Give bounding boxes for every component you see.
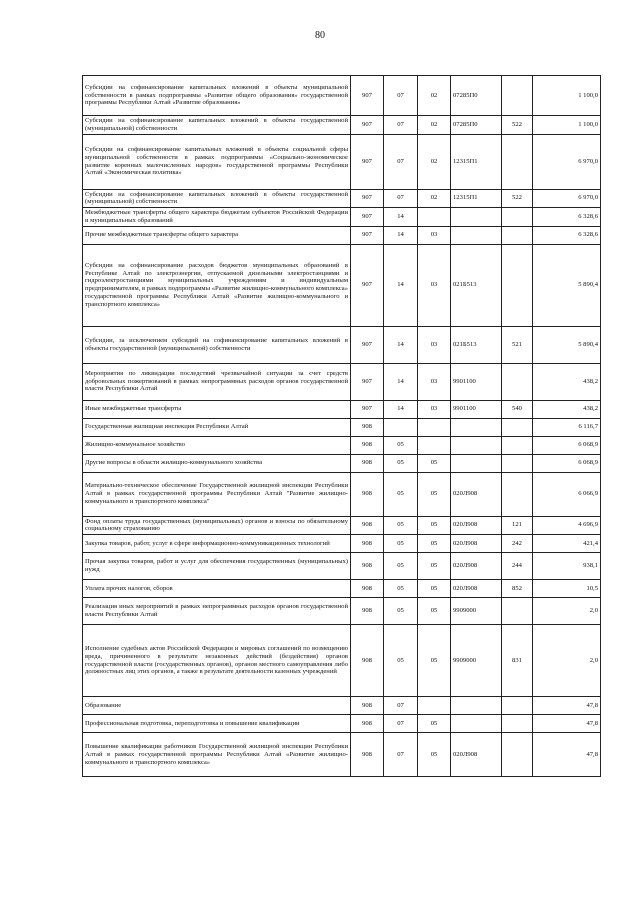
row-ministry-code: 907	[351, 189, 384, 208]
row-name: Исполнение судебных актов Российской Федерации и мировых соглашений по возмещению вреда, причиненного в результате незаконных действий (бездействия) органов государственной власти (государственных органов), органов местного самоуправления либо должностных лиц этих органов, а также в результате деятельности казенных учреждений	[83, 625, 351, 697]
row-target-article: 020Л908	[451, 580, 502, 598]
row-expense-type: 831	[502, 625, 533, 697]
row-target-article	[451, 226, 502, 244]
row-name: Повышение квалификации работников Государственной жилищной инспекции Республики Алтай в рамках государственной программы Республики Алтай «Развитие жилищно-коммунального и транспортного комплекса»	[83, 733, 351, 777]
row-subsection-code: 05	[418, 580, 451, 598]
row-amount: 10,5	[533, 580, 601, 598]
row-ministry-code: 907	[351, 76, 384, 116]
row-ministry-code: 907	[351, 116, 384, 135]
row-amount: 4 696,9	[533, 516, 601, 535]
row-subsection-code: 05	[418, 625, 451, 697]
row-amount: 6 066,9	[533, 472, 601, 516]
row-target-article: 020Л908	[451, 553, 502, 580]
row-target-article: 9909000	[451, 625, 502, 697]
row-expense-type	[502, 436, 533, 454]
row-name: Материально-техническое обеспечение Государственной жилищной инспекции Республики Алтай в рамках государственной программы Республики Алтай "Развитие жилищно-коммунального и транспортного комплекса"	[83, 472, 351, 516]
row-expense-type	[502, 697, 533, 715]
table-row	[83, 516, 601, 535]
row-name: Субсидии на софинансирование капитальных вложений в объекты муниципальной собственности в рамках подпрограммы «Развитие общего образования» государственной программы Республики Алтай «Развитие образования»	[83, 76, 351, 116]
row-name: Субсидии, за исключением субсидий на софинансирование капитальных вложений в объекты государственной (муниципальной) собственности	[83, 326, 351, 363]
row-name: Субсидии на софинансирование расходов бюджетов муниципальных образований в Республике Алтай по электроэнергии, отпускаемой дизельными электростанциями и гидроэлектростанциями муниципальных учреждениям и индивидуальным предпринимателям, в рамках подпрограммы «Развитие жилищно-коммунального комплекса» государственной программы Республики Алтай «Развитие жилищно-коммунального и транспортного комплекса»	[83, 244, 351, 326]
row-target-article	[451, 208, 502, 227]
row-section-code: 05	[384, 580, 418, 598]
row-name: Субсидии на софинансирование капитальных вложений в объекты государственной (муниципальной) собственности	[83, 189, 351, 208]
row-subsection-code	[418, 697, 451, 715]
row-section-code: 14	[384, 244, 418, 326]
table-row	[83, 76, 601, 116]
table-row	[83, 553, 601, 580]
row-subsection-code: 03	[418, 326, 451, 363]
row-ministry-code: 907	[351, 134, 384, 189]
row-amount: 5 890,4	[533, 326, 601, 363]
row-amount: 1 100,0	[533, 76, 601, 116]
row-ministry-code: 907	[351, 363, 384, 400]
row-target-article: 12315П1	[451, 134, 502, 189]
row-name: Субсидии на софинансирование капитальных вложений в объекты социальной сферы муниципальной собственности в рамках подпрограммы «Социально-экономическое развитие коренных малочисленных народов» государственной программы Республики Алтай «Экономическая политика»	[83, 134, 351, 189]
row-amount: 6 970,0	[533, 134, 601, 189]
row-amount: 421,4	[533, 535, 601, 553]
row-target-article: 021Б513	[451, 244, 502, 326]
row-section-code: 14	[384, 400, 418, 418]
row-ministry-code: 908	[351, 418, 384, 436]
table-row	[83, 400, 601, 418]
row-target-article	[451, 454, 502, 472]
row-target-article: 020Л908	[451, 472, 502, 516]
row-ministry-code: 907	[351, 208, 384, 227]
row-section-code: 07	[384, 733, 418, 777]
row-name: Профессиональная подготовка, переподготовка и повышение квалификации	[83, 715, 351, 733]
row-section-code: 05	[384, 625, 418, 697]
row-amount: 47,8	[533, 697, 601, 715]
row-name: Образование	[83, 697, 351, 715]
row-expense-type: 522	[502, 116, 533, 135]
row-subsection-code	[418, 436, 451, 454]
row-ministry-code: 907	[351, 226, 384, 244]
table-row	[83, 208, 601, 227]
row-ministry-code: 907	[351, 244, 384, 326]
row-subsection-code: 05	[418, 715, 451, 733]
table-row	[83, 363, 601, 400]
row-name: Межбюджетные трансферты общего характера бюджетам субъектов Российской Федерации и муниципальных образований	[83, 208, 351, 227]
row-amount: 1 100,0	[533, 116, 601, 135]
row-ministry-code: 908	[351, 733, 384, 777]
row-expense-type: 852	[502, 580, 533, 598]
row-target-article	[451, 418, 502, 436]
row-expense-type	[502, 134, 533, 189]
row-subsection-code: 02	[418, 76, 451, 116]
row-target-article: 9901100	[451, 363, 502, 400]
table-row	[83, 116, 601, 135]
row-target-article: 021Б513	[451, 326, 502, 363]
row-subsection-code: 05	[418, 733, 451, 777]
row-ministry-code: 908	[351, 454, 384, 472]
row-expense-type	[502, 418, 533, 436]
row-subsection-code	[418, 208, 451, 227]
row-section-code: 05	[384, 598, 418, 625]
row-name: Государственная жилищная инспекция Республики Алтай	[83, 418, 351, 436]
row-target-article: 020Л908	[451, 535, 502, 553]
row-expense-type	[502, 472, 533, 516]
row-ministry-code: 908	[351, 598, 384, 625]
row-section-code: 05	[384, 535, 418, 553]
row-target-article: 020Л908	[451, 733, 502, 777]
row-subsection-code: 02	[418, 116, 451, 135]
row-expense-type	[502, 454, 533, 472]
row-target-article: 07285П0	[451, 76, 502, 116]
row-section-code: 07	[384, 697, 418, 715]
row-target-article	[451, 697, 502, 715]
row-name: Реализация иных мероприятий в рамках непрограммных расходов органов государственной власти Республики Алтай	[83, 598, 351, 625]
row-ministry-code: 908	[351, 516, 384, 535]
row-amount: 47,8	[533, 733, 601, 777]
row-expense-type: 242	[502, 535, 533, 553]
table-row	[83, 535, 601, 553]
row-target-article: 020Л908	[451, 516, 502, 535]
row-section-code: 07	[384, 76, 418, 116]
row-name: Закупка товаров, работ, услуг в сфере информационно-коммуникационных технологий	[83, 535, 351, 553]
row-ministry-code: 908	[351, 715, 384, 733]
row-ministry-code: 908	[351, 535, 384, 553]
table-row	[83, 580, 601, 598]
row-amount: 6 970,0	[533, 189, 601, 208]
row-subsection-code: 05	[418, 598, 451, 625]
row-subsection-code: 05	[418, 472, 451, 516]
row-target-article	[451, 436, 502, 454]
row-section-code: 14	[384, 326, 418, 363]
table-row	[83, 134, 601, 189]
row-subsection-code: 05	[418, 454, 451, 472]
row-ministry-code: 908	[351, 472, 384, 516]
table-row	[83, 625, 601, 697]
row-subsection-code: 02	[418, 134, 451, 189]
table-row	[83, 418, 601, 436]
row-expense-type: 121	[502, 516, 533, 535]
row-amount: 938,1	[533, 553, 601, 580]
row-expense-type: 521	[502, 326, 533, 363]
row-subsection-code: 03	[418, 400, 451, 418]
row-expense-type: 244	[502, 553, 533, 580]
row-section-code	[384, 418, 418, 436]
row-ministry-code: 908	[351, 625, 384, 697]
row-amount: 5 890,4	[533, 244, 601, 326]
row-subsection-code: 02	[418, 189, 451, 208]
row-section-code: 05	[384, 454, 418, 472]
row-section-code: 14	[384, 226, 418, 244]
table-row	[83, 733, 601, 777]
row-subsection-code	[418, 418, 451, 436]
row-subsection-code: 05	[418, 553, 451, 580]
row-amount: 6 116,7	[533, 418, 601, 436]
row-section-code: 14	[384, 208, 418, 227]
row-expense-type: 522	[502, 189, 533, 208]
row-section-code: 05	[384, 472, 418, 516]
row-expense-type	[502, 244, 533, 326]
row-subsection-code: 05	[418, 516, 451, 535]
row-amount: 2,0	[533, 625, 601, 697]
row-target-article: 12315П1	[451, 189, 502, 208]
row-section-code: 07	[384, 715, 418, 733]
row-section-code: 05	[384, 516, 418, 535]
row-name: Мероприятия по ликвидации последствий чрезвычайной ситуации за счет средств добровольных пожертвований в рамках непрограммных расходов органов государственной власти Республики Алтай	[83, 363, 351, 400]
row-expense-type: 540	[502, 400, 533, 418]
table-row	[83, 326, 601, 363]
row-expense-type	[502, 76, 533, 116]
row-target-article: 07285П0	[451, 116, 502, 135]
page-number: 80	[315, 30, 325, 41]
row-expense-type	[502, 715, 533, 733]
row-amount: 438,2	[533, 363, 601, 400]
row-ministry-code: 908	[351, 436, 384, 454]
row-expense-type	[502, 598, 533, 625]
row-ministry-code: 908	[351, 697, 384, 715]
budget-table	[82, 75, 601, 777]
row-subsection-code: 03	[418, 226, 451, 244]
row-name: Уплата прочих налогов, сборов	[83, 580, 351, 598]
row-name: Субсидии на софинансирование капитальных вложений в объекты государственной (муниципальной) собственности	[83, 116, 351, 135]
row-section-code: 07	[384, 134, 418, 189]
row-amount: 6 068,9	[533, 436, 601, 454]
row-subsection-code: 03	[418, 363, 451, 400]
row-amount: 6 068,9	[533, 454, 601, 472]
row-expense-type	[502, 733, 533, 777]
table-row	[83, 226, 601, 244]
row-ministry-code: 907	[351, 400, 384, 418]
row-amount: 6 328,6	[533, 208, 601, 227]
row-section-code: 07	[384, 116, 418, 135]
table-row	[83, 472, 601, 516]
row-expense-type	[502, 208, 533, 227]
row-target-article	[451, 715, 502, 733]
row-name: Другие вопросы в области жилищно-коммунального хозяйства	[83, 454, 351, 472]
row-target-article: 9901100	[451, 400, 502, 418]
row-name: Иные межбюджетные трансферты	[83, 400, 351, 418]
table-row	[83, 189, 601, 208]
row-amount: 6 328,6	[533, 226, 601, 244]
row-ministry-code: 907	[351, 326, 384, 363]
row-target-article: 9909000	[451, 598, 502, 625]
row-name: Жилищно-коммунальное хозяйство	[83, 436, 351, 454]
row-name: Прочие межбюджетные трансферты общего характера	[83, 226, 351, 244]
table-row	[83, 436, 601, 454]
row-section-code: 07	[384, 189, 418, 208]
row-expense-type	[502, 226, 533, 244]
row-name: Фонд оплаты труда государственных (муниципальных) органов и взносы по обязательному социальному страхованию	[83, 516, 351, 535]
row-section-code: 05	[384, 553, 418, 580]
table-row	[83, 454, 601, 472]
row-amount: 438,2	[533, 400, 601, 418]
table-row	[83, 697, 601, 715]
row-ministry-code: 908	[351, 580, 384, 598]
table-row	[83, 244, 601, 326]
row-subsection-code: 03	[418, 244, 451, 326]
table-row	[83, 715, 601, 733]
row-expense-type	[502, 363, 533, 400]
row-amount: 2,0	[533, 598, 601, 625]
row-name: Прочая закупка товаров, работ и услуг для обеспечения государственных (муниципальных) нужд	[83, 553, 351, 580]
row-section-code: 05	[384, 436, 418, 454]
row-subsection-code: 05	[418, 535, 451, 553]
table-row	[83, 598, 601, 625]
row-section-code: 14	[384, 363, 418, 400]
row-amount: 47,8	[533, 715, 601, 733]
row-ministry-code: 908	[351, 553, 384, 580]
